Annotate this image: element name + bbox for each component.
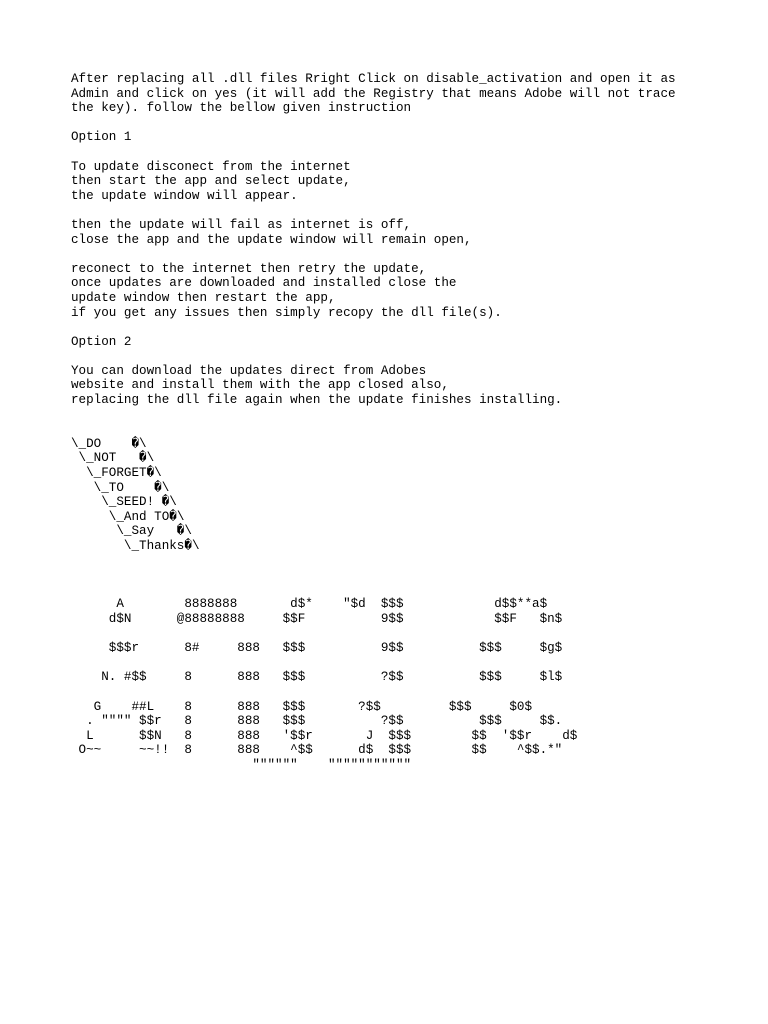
text-line: replacing the dll file again when the update finishes installing.: [71, 393, 563, 408]
option-1-heading: Option 1: [71, 130, 132, 145]
option-1-paragraph-2: [71, 218, 751, 247]
ascii-art-line: $$$r 8# 888 $$$ 9$$ $$$ $g$: [71, 641, 563, 656]
text-line: the update window will appear.: [71, 188, 298, 203]
blank-line: [71, 349, 751, 364]
staircase-line: \_And TO�\: [71, 509, 185, 524]
blank-line: [71, 203, 751, 218]
staircase-line: \_SEED! �\: [71, 495, 177, 510]
document-page: [71, 72, 751, 773]
ascii-art-line: [71, 685, 751, 700]
ascii-art-line: """""" """"""""""": [71, 757, 412, 772]
intro-paragraph: [71, 72, 751, 116]
blank-line: [71, 247, 751, 262]
ascii-art-line: [71, 656, 751, 671]
ascii-art-line: L $$N 8 888 '$$r J $$$ $$ '$$r d$: [71, 728, 578, 743]
option-2-paragraph: [71, 364, 751, 408]
text-line: reconect to the internet then retry the update,: [71, 261, 427, 276]
staircase-line: \_NOT �\: [71, 451, 155, 466]
text-line: website and install them with the app closed also,: [71, 378, 449, 393]
text-line: You can download the updates direct from Adobes: [71, 363, 427, 378]
ascii-art-line: A 8888888 d$* "$d $$$ d$$**a$: [71, 597, 548, 612]
blank-line: [71, 320, 751, 335]
blank-line: [71, 554, 751, 569]
staircase-line: \_TO �\: [71, 480, 170, 495]
ascii-art-line: N. #$$ 8 888 $$$ ?$$ $$$ $l$: [71, 670, 563, 685]
text-line: if you get any issues then simply recopy the dll file(s).: [71, 305, 502, 320]
ascii-art-line: O~~ ~~!! 8 888 ^$$ d$ $$$ $$ ^$$.*": [71, 743, 563, 758]
ascii-art-line: [71, 627, 751, 642]
blank-line: [71, 422, 751, 437]
text-line: Admin and click on yes (it will add the Registry that means Adobe will not trace: [71, 86, 676, 101]
text-line: then the update will fail as internet is off,: [71, 217, 412, 232]
blank-line: [71, 116, 751, 131]
text-line: the key). follow the bellow given instruction: [71, 101, 412, 116]
text-line: once updates are downloaded and installed close the: [71, 276, 457, 291]
ascii-art-line: d$N @88888888 $$F 9$$ $$F $n$: [71, 611, 563, 626]
option-2-heading: Option 2: [71, 334, 132, 349]
staircase-line: \_FORGET�\: [71, 466, 162, 481]
text-line: After replacing all .dll files Rright Click on disable_activation and open it as: [71, 72, 676, 86]
ascii-art-line: . """" $$r 8 888 $$$ ?$$ $$$ $$.: [71, 714, 563, 729]
text-line: close the app and the update window will remain open,: [71, 232, 472, 247]
staircase-line: \_Say �\: [71, 524, 192, 539]
text-line: To update disconect from the internet: [71, 159, 351, 174]
text-line: then start the app and select update,: [71, 174, 351, 189]
blank-line: [71, 583, 751, 598]
blank-line: [71, 408, 751, 423]
blank-line: [71, 145, 751, 160]
ascii-art-logo: [71, 597, 751, 772]
text-line: update window then restart the app,: [71, 290, 336, 305]
staircase-message: [71, 437, 751, 554]
option-1-paragraph-3: [71, 262, 751, 320]
staircase-line: \_DO �\: [71, 436, 147, 451]
ascii-art-line: G ##L 8 888 $$$ ?$$ $$$ $0$: [71, 699, 533, 714]
option-1-paragraph-1: [71, 160, 751, 204]
blank-line: [71, 568, 751, 583]
staircase-line: \_Thanks�\: [71, 539, 200, 553]
